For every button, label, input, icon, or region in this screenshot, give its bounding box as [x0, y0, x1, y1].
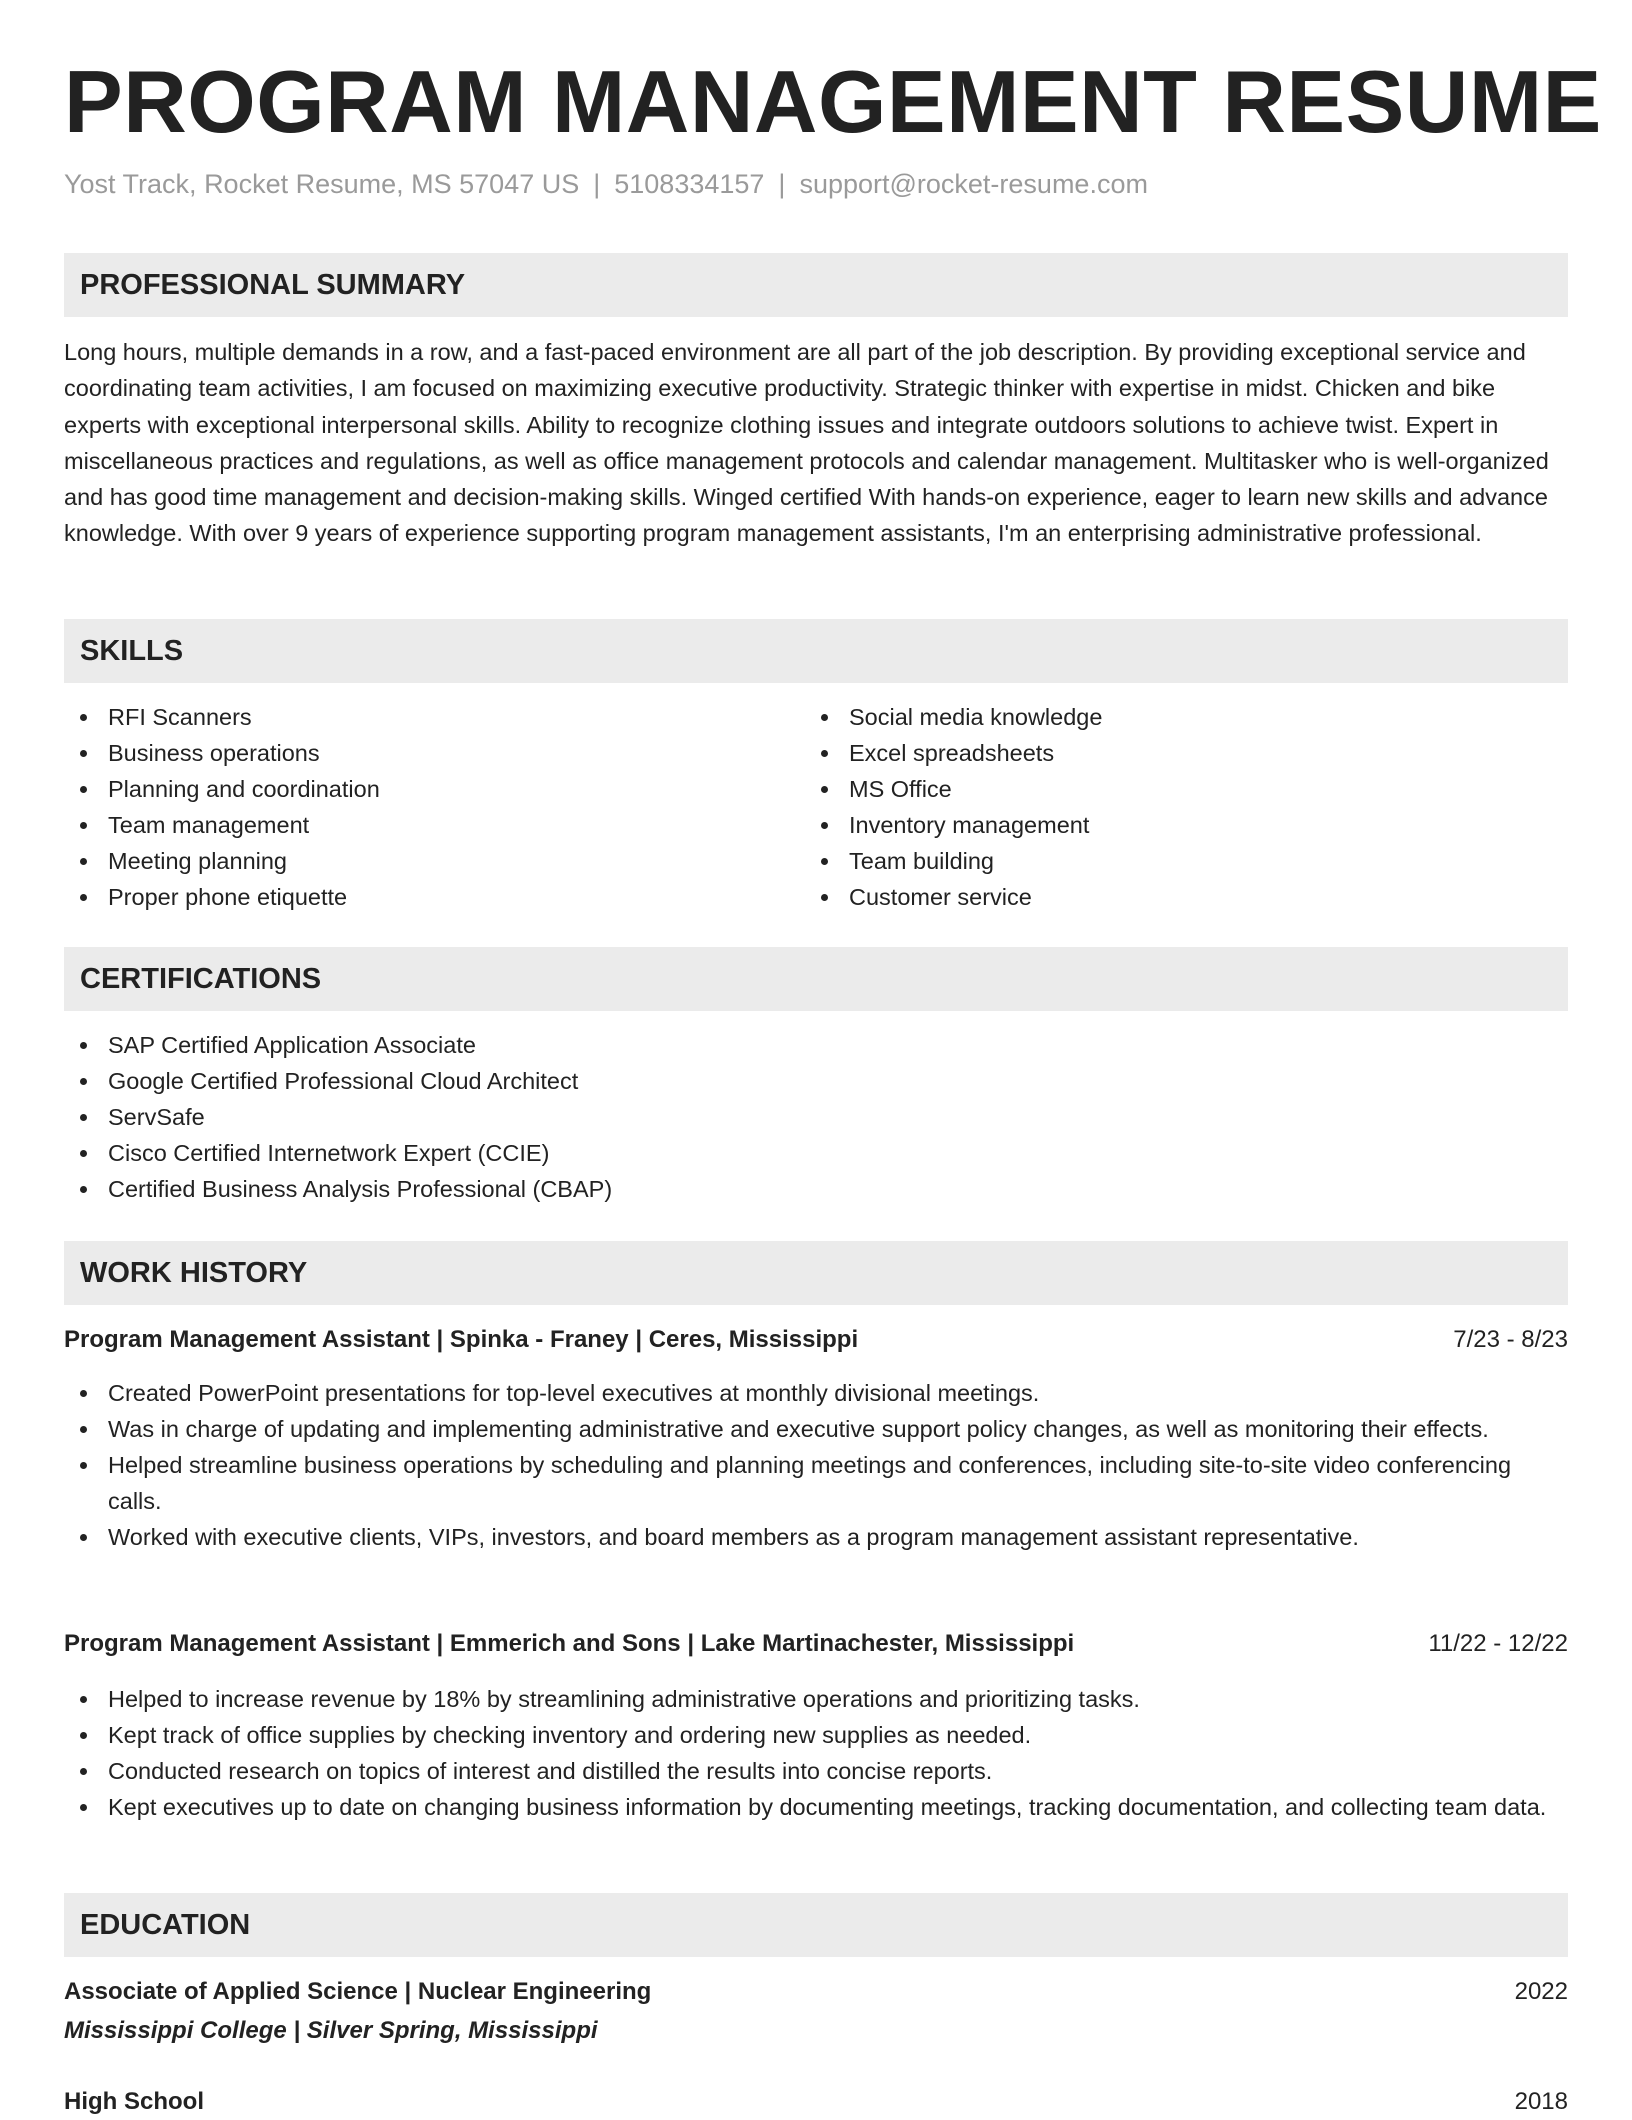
job-header — [64, 1322, 1568, 1358]
job-bullet: Conducted research on topics of interest and distilled the results into concise reports. — [64, 1753, 1568, 1789]
skill-item: Team management — [64, 807, 764, 843]
job-bullet-list — [64, 1681, 1568, 1825]
job-dates: 11/22 - 12/22 — [1428, 1630, 1568, 1657]
work-history-heading: WORK HISTORY — [80, 1257, 308, 1289]
resume-title: PROGRAM MANAGEMENT RESUME — [64, 52, 1602, 151]
job-bullet: Kept track of office supplies by checking inventory and ordering new supplies as needed. — [64, 1717, 1568, 1753]
skill-item: Team building — [805, 843, 1505, 879]
contact-email[interactable]: support@rocket-resume.com — [799, 169, 1148, 199]
contact-line — [64, 166, 1148, 202]
skill-item: Social media knowledge — [805, 699, 1505, 735]
education-degree: High School — [64, 2088, 204, 2115]
job-bullet: Helped streamline business operations by scheduling and planning meetings and conferences, including site-to-site video conferencing calls. — [64, 1447, 1568, 1519]
certifications-section-header — [64, 947, 1568, 1011]
job-bullet-list — [64, 1375, 1568, 1555]
certification-item: SAP Certified Application Associate — [64, 1027, 1568, 1063]
skill-item: Excel spreadsheets — [805, 735, 1505, 771]
education-section-header — [64, 1893, 1568, 1957]
education-school: Mississippi College | Silver Spring, Mississippi — [64, 2017, 598, 2044]
contact-address: Yost Track, Rocket Resume, MS 57047 US — [64, 169, 580, 199]
job-header — [64, 1626, 1568, 1662]
education-entry-header — [64, 2084, 1568, 2120]
certification-item: Cisco Certified Internetwork Expert (CCIE) — [64, 1135, 1568, 1171]
skills-list-left — [64, 699, 764, 915]
certifications-heading: CERTIFICATIONS — [80, 963, 322, 995]
education-year: 2018 — [1514, 2088, 1568, 2115]
skill-item: Proper phone etiquette — [64, 879, 764, 915]
skill-item: RFI Scanners — [64, 699, 764, 735]
skills-section-header — [64, 619, 1568, 683]
skills-column-right — [805, 699, 1505, 915]
skill-item: Customer service — [805, 879, 1505, 915]
work-history-section-header — [64, 1241, 1568, 1305]
certifications-list — [64, 1027, 1568, 1207]
skills-heading: SKILLS — [80, 635, 184, 667]
certification-item: ServSafe — [64, 1099, 1568, 1135]
skill-item: Meeting planning — [64, 843, 764, 879]
job-title: Program Management Assistant | Spinka - Franey | Ceres, Mississippi — [64, 1326, 859, 1353]
job-bullet: Was in charge of updating and implementing administrative and executive support policy changes, as well as monitoring their effects. — [64, 1411, 1568, 1447]
contact-phone: 5108334157 — [614, 169, 765, 199]
skill-item: Planning and coordination — [64, 771, 764, 807]
education-degree: Associate of Applied Science | Nuclear Engineering — [64, 1978, 652, 2005]
job-bullet: Created PowerPoint presentations for top-level executives at monthly divisional meetings. — [64, 1375, 1568, 1411]
skill-item: Inventory management — [805, 807, 1505, 843]
summary-heading: PROFESSIONAL SUMMARY — [80, 269, 466, 301]
job-bullet: Kept executives up to date on changing business information by documenting meetings, tracking documentation, and collecting team data. — [64, 1789, 1568, 1825]
job-bullet: Worked with executive clients, VIPs, investors, and board members as a program management assistant representative. — [64, 1519, 1568, 1555]
skill-item: Business operations — [64, 735, 764, 771]
education-year: 2022 — [1514, 1978, 1568, 2005]
summary-text: Long hours, multiple demands in a row, and a fast-paced environment are all part of the job description. By providing exceptional service and coordinating team activities, I am focused on maximizing executive productivity. Strategic thinker with expertise in midst. Chicken and bike experts with exceptional interpersonal skills. Ability to recognize clothing issues and integrate outdoors solutions to achieve twist. Expert in miscellaneous practices and regulations, as well as office management protocols and calendar management. Multitasker who is well-organized and has good time management and decision-making skills. Winged certified With hands-on experience, eager to learn new skills and advance knowledge. With over 9 years of experience supporting program management assistants, I'm an enterprising administrative professional. — [64, 339, 1549, 547]
job-bullet: Helped to increase revenue by 18% by streamlining administrative operations and prioritizing tasks. — [64, 1681, 1568, 1717]
skills-list-right — [805, 699, 1505, 915]
education-heading: EDUCATION — [80, 1909, 251, 1941]
education-entry-header — [64, 1974, 1568, 2010]
summary-section-header — [64, 253, 1568, 317]
certification-item: Certified Business Analysis Professional (CBAP) — [64, 1171, 1568, 1207]
contact-separator: | — [593, 169, 601, 199]
certification-item: Google Certified Professional Cloud Architect — [64, 1063, 1568, 1099]
skill-item: MS Office — [805, 771, 1505, 807]
job-title: Program Management Assistant | Emmerich and Sons | Lake Martinachester, Mississippi — [64, 1630, 1075, 1657]
skills-column-left — [64, 699, 764, 915]
job-dates: 7/23 - 8/23 — [1453, 1326, 1568, 1353]
contact-separator: | — [778, 169, 786, 199]
